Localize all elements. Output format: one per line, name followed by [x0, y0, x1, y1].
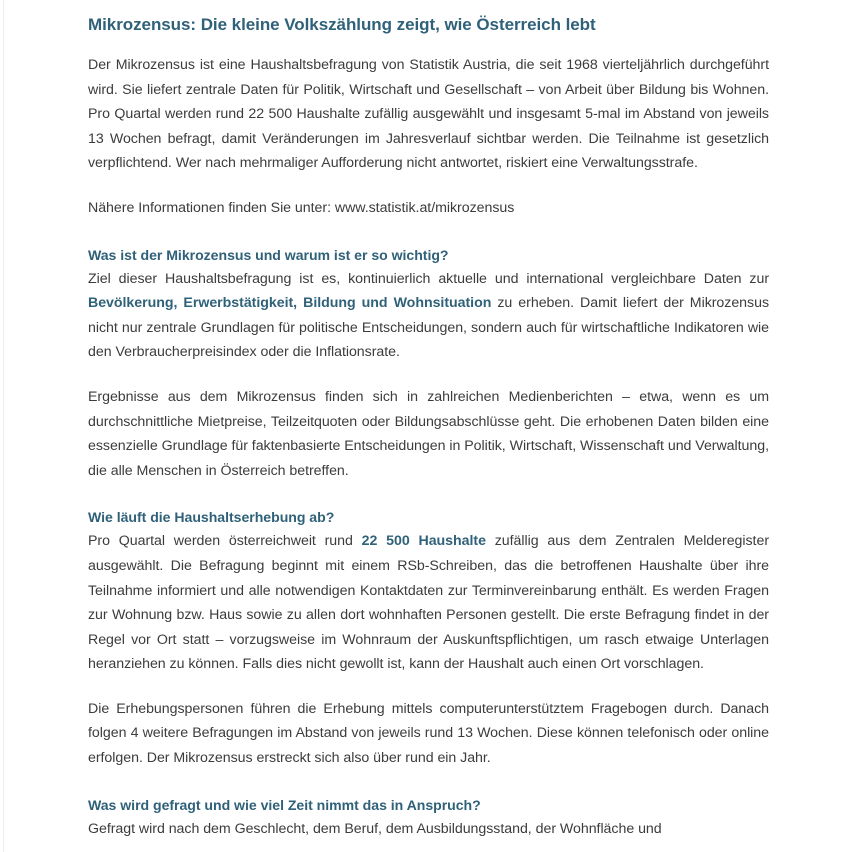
page-left-rule [3, 0, 4, 852]
document-content [88, 0, 769, 841]
section-heading-was-ist-der-mikrozensus: Was ist der Mikrozensus und warum ist er so wichtig? [88, 246, 449, 263]
section-3-paragraph-1: Gefragt wird nach dem Geschlecht, dem Beruf, dem Ausbildungsstand, der Wohnfläche und [88, 820, 662, 837]
section-heading-was-wird-gefragt: Was wird gefragt und wie viel Zeit nimmt das in Anspruch? [88, 796, 481, 813]
section-2-p1-text-after: zufällig aus dem Zentralen Melderegister ausgewählt. Die Befragung beginnt mit einem RSb-Schreiben, das die betroffenen Haushalte über ihre Teilnahme informiert und alle notwendigen Kontaktdaten zur Terminvereinbarung enthält. Es werden Fragen zur Wohnung bzw. Haus sowie zu allen dort wohnhaften Personen gestellt. Die erste Befragung findet in der Regel vor Ort statt – vorzugsweise im Wohnraum der Auskunftspflichtigen, um rasch etwaige Unterlagen heranziehen zu können. Falls dies nicht gewollt ist, kann der Haushalt auch einen Ort vorschlagen. [88, 533, 769, 673]
section-2-paragraph-2: Die Erhebungspersonen führen die Erhebung mittels computerunterstütztem Fragebogen durch. Danach folgen 4 weitere Befragungen im Abstand von jeweils rund 13 Wochen. Diese können telefonisch oder online erfolgen. Der Mikrozensus erstreckt sich also über rund ein Jahr. [88, 700, 769, 767]
section-1-p1-text-after: zu erheben. Damit liefert der Mikrozensus nicht nur zentrale Grundlagen für politische Entscheidungen, sondern auch für wirtschaftliche Indikatoren wie den Verbraucherpreisindex oder die Inflationsrate. [88, 295, 769, 361]
intro-paragraph-2-link-info: Nähere Informationen finden Sie unter: www.statistik.at/mikrozensus [88, 199, 515, 216]
section-1-p1-text-before: Ziel dieser Haushaltsbefragung ist es, kontinuierlich aktuelle und international vergleichbare Daten zur [88, 270, 769, 287]
section-2-paragraph-1 [88, 529, 769, 677]
intro-paragraph-1: Der Mikrozensus ist eine Haushaltsbefragung von Statistik Austria, die seit 1968 vierteljährlich durchgeführt wird. Sie liefert zentrale Daten für Politik, Wirtschaft und Gesellschaft – von Arbeit über Bildung bis Wohnen. Pro Quartal werden rund 22 500 Haushalte zufällig ausgewählt und insgesamt 5-mal im Abstand von jeweils 13 Wochen befragt, damit Veränderungen im Jahresverlauf sichtbar werden. Die Teilnahme ist gesetzlich verpflichtend. Wer nach mehrmaliger Aufforderung nicht antwortet, riskiert eine Verwaltungsstrafe. [88, 57, 769, 172]
page-title: Mikrozensus: Die kleine Volkszählung zeigt, wie Österreich lebt [88, 15, 596, 34]
section-2-p1-text-before: Pro Quartal werden österreichweit rund [88, 533, 362, 550]
section-1-paragraph-1 [88, 267, 769, 365]
section-1-paragraph-2: Ergebnisse aus dem Mikrozensus finden sich in zahlreichen Medienberichten – etwa, wenn es um durchschnittliche Mietpreise, Teilzeitquoten oder Bildungsabschlüsse geht. Die erhobenen Daten bilden eine essenzielle Grundlage für faktenbasierte Entscheidungen in Politik, Wirtschaft, Wissenschaft und Verwaltung, die alle Menschen in Österreich betreffen. [88, 388, 769, 479]
section-heading-wie-laeuft-die-haushaltserhebung-ab: Wie läuft die Haushaltserhebung ab? [88, 509, 335, 526]
section-2-highlight-haushalte-count: 22 500 Haushalte [361, 533, 486, 550]
section-1-highlight-topics: Bevölkerung, Erwerbstätigkeit, Bildung und Wohnsituation [88, 295, 492, 312]
